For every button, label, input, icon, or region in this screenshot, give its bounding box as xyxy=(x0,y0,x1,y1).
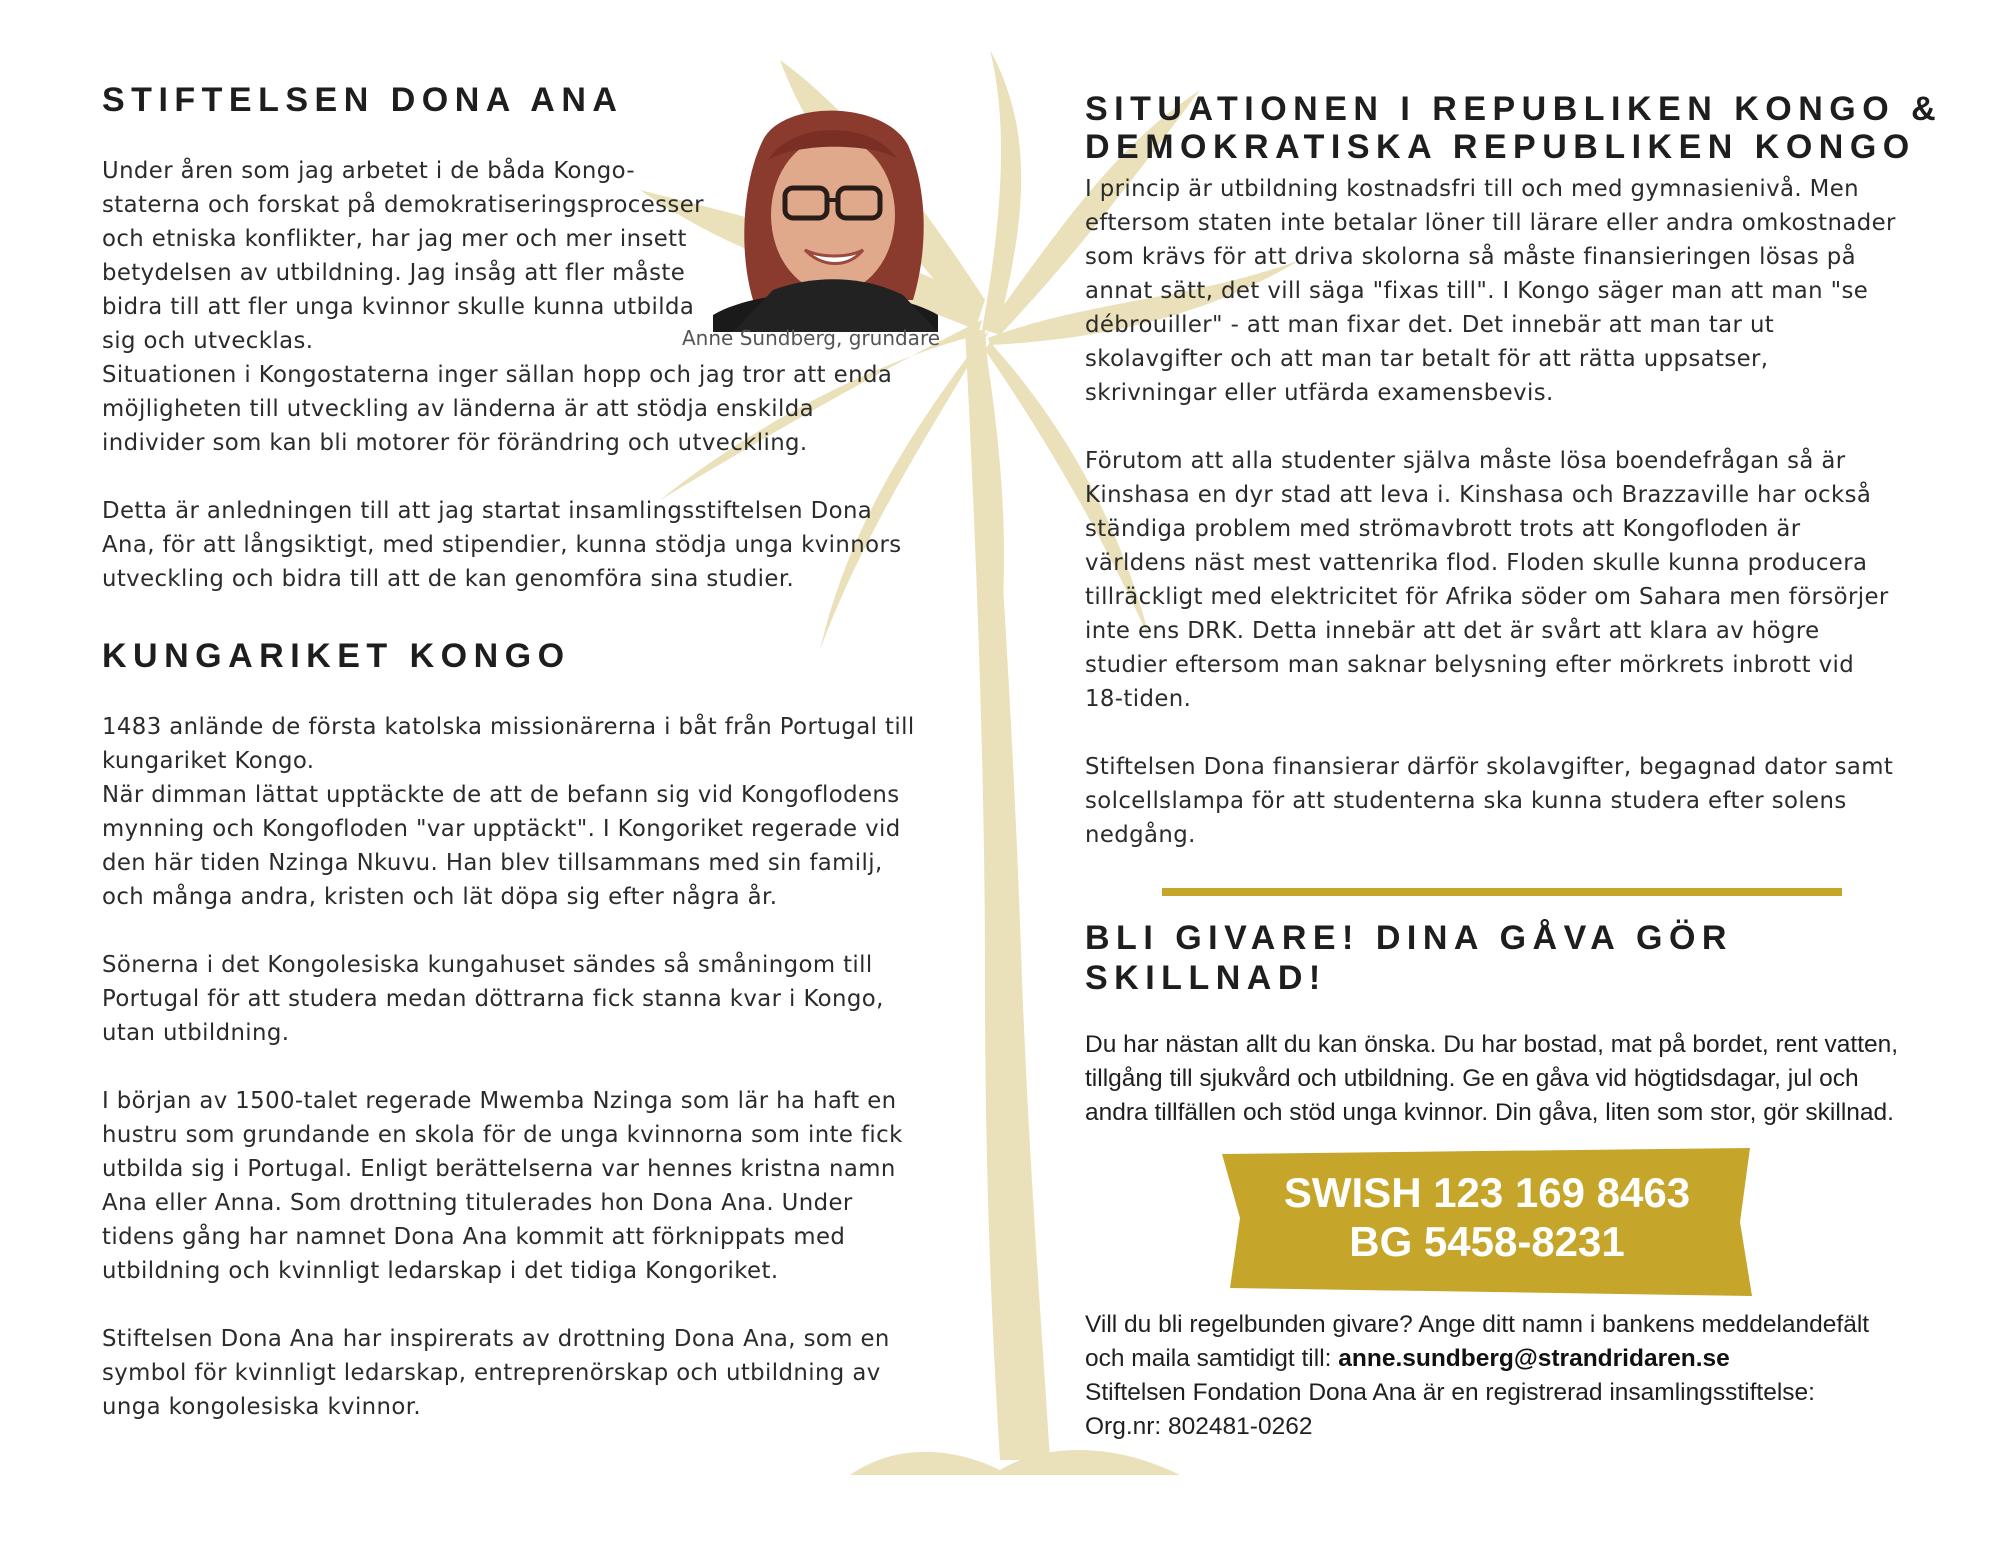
org-number: Org.nr: 802481-0262 xyxy=(1085,1413,1313,1440)
donate-section xyxy=(1085,918,1965,1130)
history-paragraph-3: I början av 1500-talet regerade Mwemba Nzinga som lär ha haft en hustru som grundande en skola för de unga kvinnorna som inte fick utbilda sig i Portugal. Enligt berättelserna var hennes kristna namn Ana eller Anna. Som drottning titulerades hon Dona Ana. Under tidens gång har namnet Dona Ana kommit att förknippats med utbildning och kvinnligt ledarskap i det tidiga Kongoriket. xyxy=(102,1088,903,1284)
history-paragraph-2: Sönerna i det Kongolesiska kungahuset sändes så småningom till Portugal för att studera medan döttrarna fick stanna kvar i Kongo, utan utbildning. xyxy=(102,952,884,1046)
history-paragraph-4: Stiftelsen Dona Ana har inspirerats av drottning Dona Ana, som en symbol för kvinnligt ledarskap, entreprenörskap och utbildning av unga kongolesiska kvinnor. xyxy=(102,1326,890,1420)
contact-prefix: och maila samtidigt till: xyxy=(1085,1345,1339,1372)
heading-bli-givare: BLI GIVARE! DINA GÅVA GÖR SKILLNAD! xyxy=(1085,919,1733,997)
contact-email-link[interactable]: anne.sundberg@strandridaren.se xyxy=(1338,1345,1730,1372)
right-column xyxy=(1085,90,1945,852)
situation-paragraph-1: I princip är utbildning kostnadsfri till och med gymnasienivå. Men eftersom staten inte betalar löner till lärare eller andra omkostnader som krävs för att driva skolorna så måste finansieringen lösas på annat sätt, det vill säga "fixas till". I Kongo säger man att man "se débrouiller" - att man fixar det. Det innebär att man tar ut skolavgifter och att man tar betalt för att rätta uppsatser, skrivningar eller utfärda examensbevis. xyxy=(1085,176,1896,406)
situation-paragraph-3: Stiftelsen Dona finansierar därför skolavgifter, begagnad dator samt solcellslampa för att studenterna ska kunna studera efter solens nedgång. xyxy=(1085,754,1894,848)
contact-line-3: Stiftelsen Fondation Dona Ana är en registrerad insamlingsstiftelse: xyxy=(1085,1379,1815,1406)
history-paragraph-1: 1483 anlände de första katolska missionärerna i båt från Portugal till kungariket Kongo. När dimman lättat upptäckte de att de befann sig vid Kongoflodens mynning och Kongofloden "var upptäckt". I Kongoriket regerade vid den här tiden Nzinga Nkuvu. Han blev tillsammans med sin familj, och många andra, kristen och lät döpa sig efter några år. xyxy=(102,714,915,910)
payment-banner xyxy=(1222,1148,1752,1296)
contact-line-2 xyxy=(1085,1342,1965,1376)
heading-situationen: SITUATIONEN I REPUBLIKEN KONGO & DEMOKRATISKA REPUBLIKEN KONGO xyxy=(1085,90,1943,166)
gold-divider xyxy=(1162,888,1842,896)
swish-number: SWISH 123 169 8463 xyxy=(1283,1169,1691,1216)
contact-line-1: Vill du bli regelbunden givare? Ange ditt namn i bankens meddelandefält xyxy=(1085,1311,1870,1338)
donate-paragraph: Du har nästan allt du kan önska. Du har bostad, mat på bordet, rent vatten, tillgång till sjukvård och utbildning. Ge en gåva vid högtidsdagar, jul och andra tillfällen och stöd unga kvinnor. Din gåva, liten som stor, gör skillnad. xyxy=(1085,1031,1899,1126)
left-column xyxy=(102,80,972,1424)
heading-stiftelsen: STIFTELSEN DONA ANA xyxy=(102,81,624,119)
photo-caption: Anne Sundberg, grundare xyxy=(682,326,941,350)
intro-paragraph: Under åren som jag arbetet i de båda Kongo- staterna och forskat på demokratiseringsprocesser och etniska konflikter, har jag mer och mer insett betydelsen av utbildning. Jag insåg att fler måste bidra till att fler unga kvinnor skulle kunna utbilda sig och utvecklas. Situationen i Kongostaterna inger sällan hopp och jag tror att enda möjligheten till utveckling av länderna är att stödja enskilda individer som kan bli motorer för förändring och utveckling. xyxy=(102,158,893,456)
purpose-paragraph: Detta är anledningen till att jag startat insamlingsstiftelsen Dona Ana, för att långsiktigt, med stipendier, kunna stödja unga kvinnors utveckling och bidra till att de kan genomföra sina studier. xyxy=(102,498,902,592)
heading-kungariket: KUNGARIKET KONGO xyxy=(102,637,571,675)
contact-section xyxy=(1085,1308,1965,1444)
bankgiro-number: BG 5458-8231 xyxy=(1349,1218,1625,1265)
situation-paragraph-2: Förutom att alla studenter själva måste lösa boendefrågan så är Kinshasa en dyr stad att leva i. Kinshasa och Brazzaville har också ständiga problem med strömavbrott trots att Kongofloden är världens näst mest vattenrika flod. Floden skulle kunna producera tillräckligt med elektricitet för Afrika söder om Sahara men försörjer inte ens DRK. Detta innebär att det är svårt att klara av högre studier eftersom man saknar belysning efter mörkrets inbrott vid 18-tiden. xyxy=(1085,448,1889,712)
